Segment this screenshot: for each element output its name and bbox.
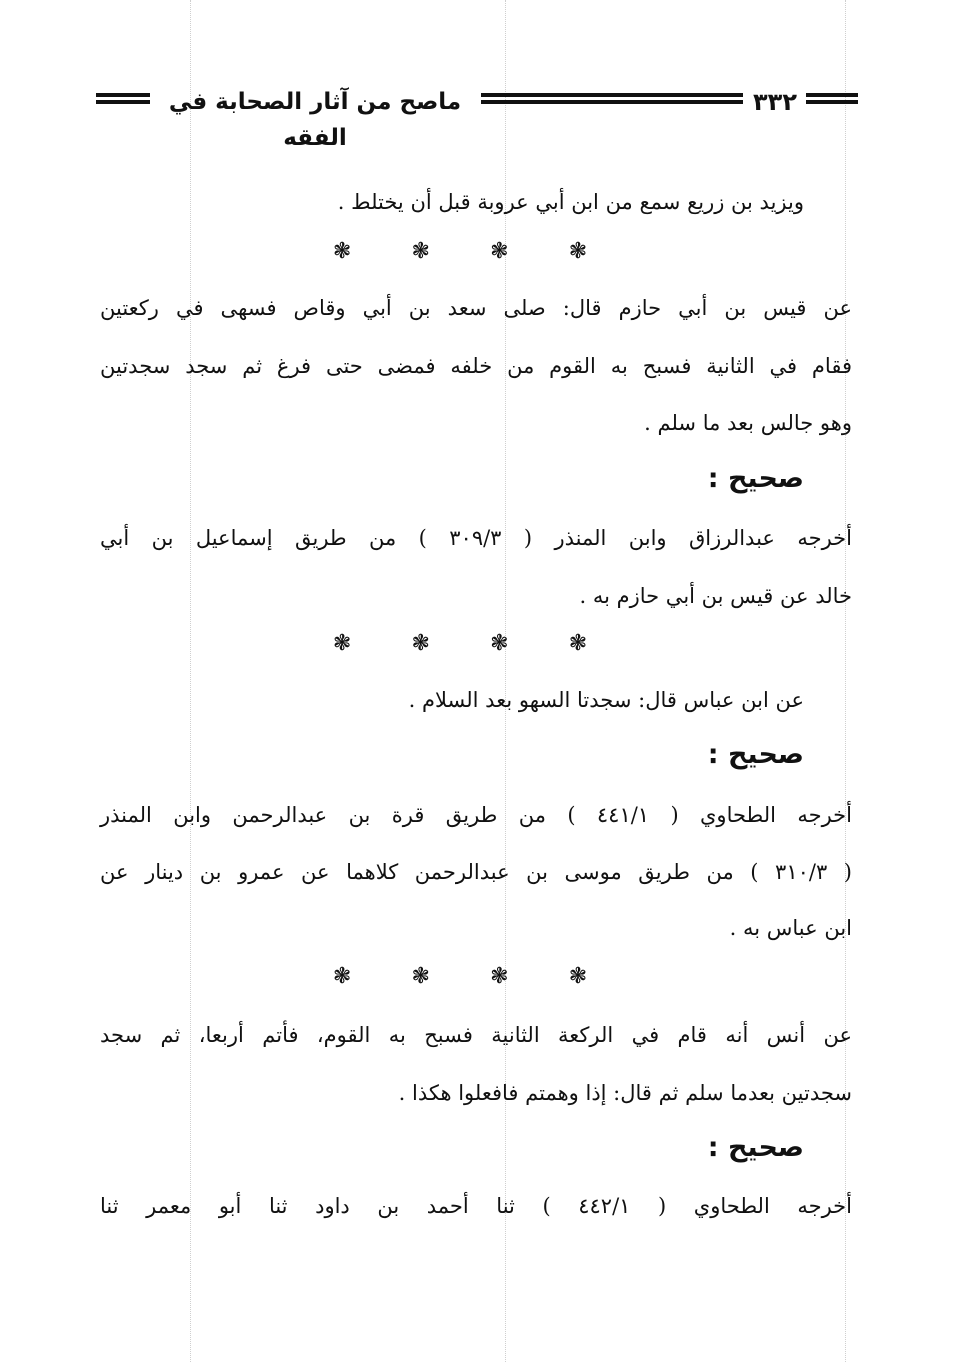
text-line: أخرجه عبدالرزاق وابن المنذر ( ٣٠٩/٣ ) من طريق إسماعيل بن أبي	[100, 526, 852, 550]
page-number: ٣٣٢	[753, 88, 797, 116]
flower-ornament-icon: ❃	[411, 964, 430, 989]
flower-ornament-icon: ❃	[332, 964, 352, 989]
header-rule-left	[96, 93, 150, 111]
text-line: عن قيس بن أبي حازم قال: صلى سعد بن أبي وقاص فسهى في ركعتين	[100, 296, 852, 320]
running-title: ماصح من آثار الصحابة في الفقه	[168, 89, 462, 151]
text-line: أخرجه الطحاوي ( ٤٤١/١ ) من طريق قرة بن عبدالرحمن وابن المنذر	[100, 803, 852, 827]
flower-ornament-icon: ❃	[490, 631, 509, 656]
text-line: أخرجه الطحاوي ( ٤٤٢/١ ) ثنا أحمد بن داود ثنا أبو معمر ثنا	[100, 1194, 852, 1218]
flower-ornament-icon: ❃	[568, 964, 588, 989]
text-line: خالد عن قيس بن أبي حازم به .	[579, 584, 852, 608]
grading-heading: صحيح :	[707, 1132, 804, 1163]
text-line: عن ابن عباس قال: سجدتا السهو بعد السلام .	[408, 688, 804, 712]
text-line: ويزيد بن زريع سمع من ابن أبي عروبة قبل أن يختلط .	[337, 190, 804, 214]
text-line: وهو جالس بعد ما سلم .	[644, 411, 852, 435]
flower-ornament-icon: ❃	[490, 964, 509, 989]
text-line: ( ٣١٠/٣ ) من طريق موسى بن عبدالرحمن كلاهما عن عمرو بن دينار عن	[100, 860, 852, 884]
flower-ornament-icon: ❃	[332, 631, 352, 656]
flower-ornament-icon: ❃	[411, 631, 430, 656]
text-line: عن أنس أنه قام في الركعة الثانية فسبح به القوم، فأتم أربعا، ثم سجد	[100, 1023, 852, 1047]
scan-guide-line	[845, 0, 846, 1362]
grading-heading: صحيح :	[707, 739, 804, 770]
scan-guide-line	[190, 0, 191, 1362]
flower-ornament-icon: ❃	[568, 239, 588, 264]
page-header	[96, 84, 858, 151]
grading-heading: صحيح :	[707, 463, 804, 494]
flower-ornament-icon: ❃	[332, 239, 352, 264]
section-separator	[330, 962, 590, 992]
section-separator	[330, 629, 590, 659]
text-line: سجدتين بعدما سلم ثم قال: إذا وهمتم فافعلوا هكذا .	[398, 1081, 852, 1105]
section-separator	[330, 237, 590, 267]
text-line: ابن عباس به .	[729, 916, 852, 940]
header-rule-right	[806, 93, 858, 111]
flower-ornament-icon: ❃	[490, 239, 509, 264]
header-rule-middle	[481, 93, 743, 111]
flower-ornament-icon: ❃	[411, 239, 430, 264]
flower-ornament-icon: ❃	[568, 631, 588, 656]
text-line: فقام في الثانية فسبح به القوم من خلفه فمضى حتى فرغ ثم سجد سجدتين	[100, 354, 852, 378]
